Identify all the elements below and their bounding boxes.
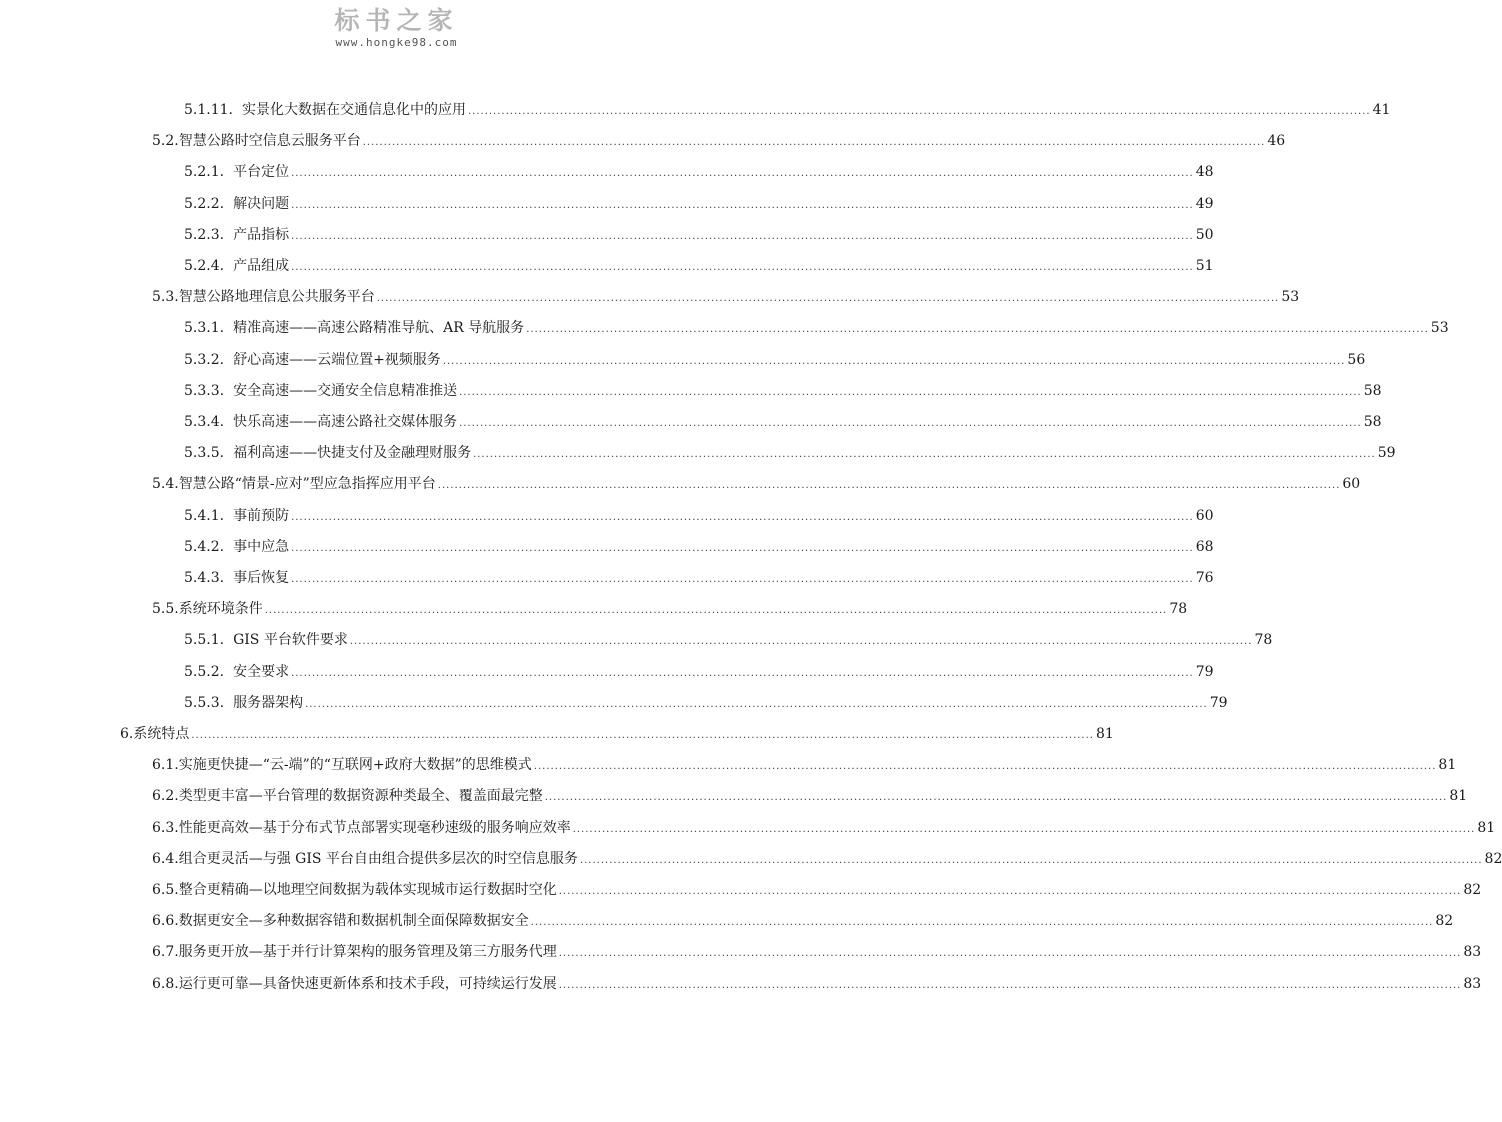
toc-entry[interactable]	[184, 251, 1214, 282]
toc-dot-leader	[459, 377, 1362, 408]
toc-entry-title: 安全要求	[233, 663, 290, 680]
toc-entry[interactable]	[184, 438, 1396, 469]
site-logo	[0, 6, 793, 50]
toc-entry-page: 60	[1195, 507, 1214, 524]
toc-entry[interactable]	[184, 95, 1391, 126]
toc-dot-leader	[363, 127, 1266, 158]
toc-entry-page: 48	[1195, 164, 1214, 181]
toc-entry-number: 5.3.3.	[184, 382, 225, 399]
toc-dot-leader	[459, 408, 1362, 439]
toc-dot-leader	[559, 938, 1462, 969]
toc-dot-leader	[291, 158, 1194, 189]
toc-entry[interactable]	[152, 937, 1482, 968]
toc-entry-page: 53	[1430, 320, 1449, 337]
toc-entry-title: 数据更安全—多种数据容错和数据机制全面保障数据安全	[178, 913, 529, 930]
toc-entry-page: 81	[1095, 726, 1114, 742]
toc-dot-leader	[473, 439, 1376, 470]
toc-entry-number: 5.5.	[152, 601, 179, 618]
toc-entry-page: 78	[1254, 632, 1273, 649]
toc-entry-page: 76	[1195, 570, 1214, 586]
toc-entry-number: 6.1.	[152, 757, 179, 774]
toc-entry-number: 5.3.2.	[184, 351, 225, 368]
toc-dot-leader	[291, 564, 1194, 595]
toc-entry-title: 福利高速——快捷支付及金融理财服务	[233, 445, 472, 462]
toc-entry[interactable]	[184, 189, 1214, 220]
toc-entry-page: 83	[1463, 975, 1482, 992]
toc-dot-leader	[377, 283, 1280, 314]
toc-entry[interactable]	[184, 157, 1214, 188]
toc-dot-leader	[350, 626, 1253, 657]
toc-entry[interactable]	[184, 501, 1214, 532]
toc-entry-page: 81	[1449, 788, 1468, 805]
toc-entry-page: 58	[1363, 382, 1382, 399]
toc-entry[interactable]	[152, 469, 1361, 500]
toc-entry-number: 6.8.	[152, 975, 179, 992]
toc-entry-page: 82	[1435, 913, 1454, 930]
toc-entry-title: 解决问题	[233, 195, 290, 212]
toc-entry-title: 实景化大数据在交通信息化中的应用	[241, 102, 466, 118]
toc-entry-page: 82	[1463, 882, 1482, 898]
toc-entry-number: 5.5.2.	[184, 663, 225, 680]
toc-entry[interactable]	[152, 875, 1482, 906]
toc-entry-page: 50	[1195, 226, 1214, 243]
toc-entry-page: 58	[1363, 414, 1382, 430]
toc-entry-title: 服务更开放—基于并行计算架构的服务管理及第三方服务代理	[178, 944, 557, 961]
toc-entry-title: 系统特点	[133, 726, 190, 742]
toc-entry-page: 41	[1372, 102, 1391, 118]
toc-entry-title: GIS 平台软件要求	[233, 632, 348, 649]
toc-entry-number: 5.4.3.	[184, 570, 225, 586]
toc-entry-page: 60	[1342, 476, 1361, 493]
toc-entry-page: 53	[1281, 289, 1300, 306]
toc-entry-number: 6.5.	[152, 882, 179, 898]
toc-entry-title: 智慧公路时空信息云服务平台	[178, 133, 361, 150]
toc-entry-number: 6.4.	[152, 850, 179, 867]
toc-entry-number: 5.2.1.	[184, 164, 225, 181]
toc-dot-leader	[291, 190, 1194, 221]
toc-entry-title: 类型更丰富—平台管理的数据资源种类最全、覆盖面最完整	[178, 788, 543, 805]
toc-entry-title: 组合更灵活—与强 GIS 平台自由组合提供多层次的时空信息服务	[178, 850, 578, 867]
toc-entry-page: 81	[1477, 819, 1496, 836]
toc-entry[interactable]	[184, 220, 1214, 251]
toc-dot-leader	[580, 845, 1483, 876]
toc-entry-page: 82	[1484, 850, 1502, 867]
toc-entry[interactable]	[184, 345, 1366, 376]
toc-entry-number: 5.4.1.	[184, 507, 225, 524]
toc-entry-title: 智慧公路“情景-应对”型应急指挥应用平台	[178, 476, 436, 493]
toc-entry-number: 5.3.5.	[184, 445, 225, 462]
toc-dot-leader	[559, 876, 1462, 907]
toc-dot-leader	[443, 346, 1346, 377]
toc-entry-title: 产品组成	[233, 258, 290, 274]
toc-entry-title: 系统环境条件	[178, 601, 263, 618]
logo-title: 标书之家	[334, 6, 459, 35]
toc-entry-title: 事后恢复	[233, 570, 290, 586]
toc-entry-number: 6.3.	[152, 819, 179, 836]
toc-entry-title: 事前预防	[233, 507, 290, 524]
toc-entry-title: 舒心高速——云端位置+视频服务	[233, 351, 441, 368]
toc-entry-title: 平台定位	[233, 164, 290, 181]
toc-entry-page: 49	[1195, 195, 1214, 212]
toc-entry[interactable]	[184, 657, 1214, 688]
toc-entry-number: 5.1.11.	[184, 102, 233, 118]
toc-entry-number: 6.	[120, 726, 134, 742]
toc-entry-number: 5.3.	[152, 289, 179, 306]
toc-dot-leader	[526, 314, 1429, 345]
toc-entry-number: 5.2.4.	[184, 258, 225, 274]
toc-dot-leader	[573, 814, 1476, 845]
toc-entry[interactable]	[152, 126, 1286, 157]
toc-entry[interactable]	[152, 844, 1502, 875]
toc-dot-leader	[559, 970, 1462, 1001]
toc-entry-number: 5.2.3.	[184, 226, 225, 243]
toc-entry-title: 性能更高效—基于分布式节点部署实现毫秒速级的服务响应效率	[178, 819, 571, 836]
toc-entry[interactable]	[184, 376, 1382, 407]
toc-entry[interactable]	[152, 750, 1457, 781]
toc-dot-leader	[291, 533, 1194, 564]
toc-dot-leader	[265, 595, 1168, 626]
toc-entry-page: 79	[1195, 663, 1214, 680]
toc-entry-page: 56	[1347, 351, 1366, 368]
logo-url: www.hongke98.com	[335, 36, 458, 49]
toc-entry[interactable]	[184, 563, 1214, 594]
toc-entry-page: 83	[1463, 944, 1482, 961]
toc-entry-title: 智慧公路地理信息公共服务平台	[178, 289, 375, 306]
toc-dot-leader	[291, 502, 1194, 533]
toc-entry[interactable]	[120, 719, 1114, 750]
toc-entry-page: 79	[1209, 694, 1228, 711]
toc-entry-page: 81	[1438, 757, 1457, 774]
toc-entry-number: 5.4.	[152, 476, 179, 493]
toc-dot-leader	[291, 658, 1194, 689]
toc-dot-leader	[291, 252, 1194, 283]
toc-entry-number: 5.3.1.	[184, 320, 225, 337]
toc-entry[interactable]	[184, 532, 1214, 563]
toc-entry-number: 6.7.	[152, 944, 179, 961]
toc-entry-title: 整合更精确—以地理空间数据为载体实现城市运行数据时空化	[178, 882, 557, 898]
toc-entry-number: 5.2.	[152, 133, 179, 150]
toc-entry-title: 快乐高速——高速公路社交媒体服务	[233, 414, 458, 430]
toc-dot-leader	[305, 689, 1208, 720]
toc-entry-title: 安全高速——交通安全信息精准推送	[233, 382, 458, 399]
toc-entry-title: 事中应急	[233, 538, 290, 555]
toc-entry[interactable]	[152, 813, 1496, 844]
toc-dot-leader	[545, 782, 1448, 813]
toc-entry-number: 5.2.2.	[184, 195, 225, 212]
toc-entry[interactable]	[184, 407, 1382, 438]
toc-entry-number: 6.2.	[152, 788, 179, 805]
toc-dot-leader	[468, 96, 1371, 127]
toc-entry-page: 59	[1377, 445, 1396, 462]
toc-entry[interactable]	[184, 688, 1228, 719]
toc-entry[interactable]	[152, 282, 1300, 313]
toc-dot-leader	[191, 720, 1094, 751]
toc-entry-title: 精准高速——高速公路精准导航、AR 导航服务	[233, 320, 525, 337]
toc-entry-page: 68	[1195, 538, 1214, 555]
toc-dot-leader	[534, 751, 1437, 782]
toc-entry-number: 5.5.1.	[184, 632, 225, 649]
toc-entry-title: 产品指标	[233, 226, 290, 243]
toc-entry[interactable]	[184, 313, 1449, 344]
toc-entry[interactable]	[184, 625, 1273, 656]
toc-entry-page: 46	[1267, 133, 1286, 150]
toc-entry-number: 5.4.2.	[184, 538, 225, 555]
toc-entry-number: 6.6.	[152, 913, 179, 930]
toc-entry[interactable]	[152, 781, 1468, 812]
toc-entry-number: 5.3.4.	[184, 414, 225, 430]
toc-entry-number: 5.5.3.	[184, 694, 225, 711]
toc-dot-leader	[438, 470, 1341, 501]
toc-entry-title: 运行更可靠—具备快速更新体系和技术手段，可持续运行发展	[178, 975, 557, 992]
toc-entry[interactable]	[152, 906, 1454, 937]
toc-entry-page: 78	[1169, 601, 1188, 618]
toc-entry[interactable]	[152, 594, 1188, 625]
toc-entry-page: 51	[1195, 258, 1214, 274]
toc-dot-leader	[291, 221, 1194, 252]
toc-entry[interactable]	[152, 969, 1482, 1000]
toc-entry-title: 实施更快捷—“云-端”的“互联网+政府大数据”的思维模式	[178, 757, 532, 774]
toc-entry-title: 服务器架构	[233, 694, 304, 711]
toc-dot-leader	[531, 907, 1434, 938]
